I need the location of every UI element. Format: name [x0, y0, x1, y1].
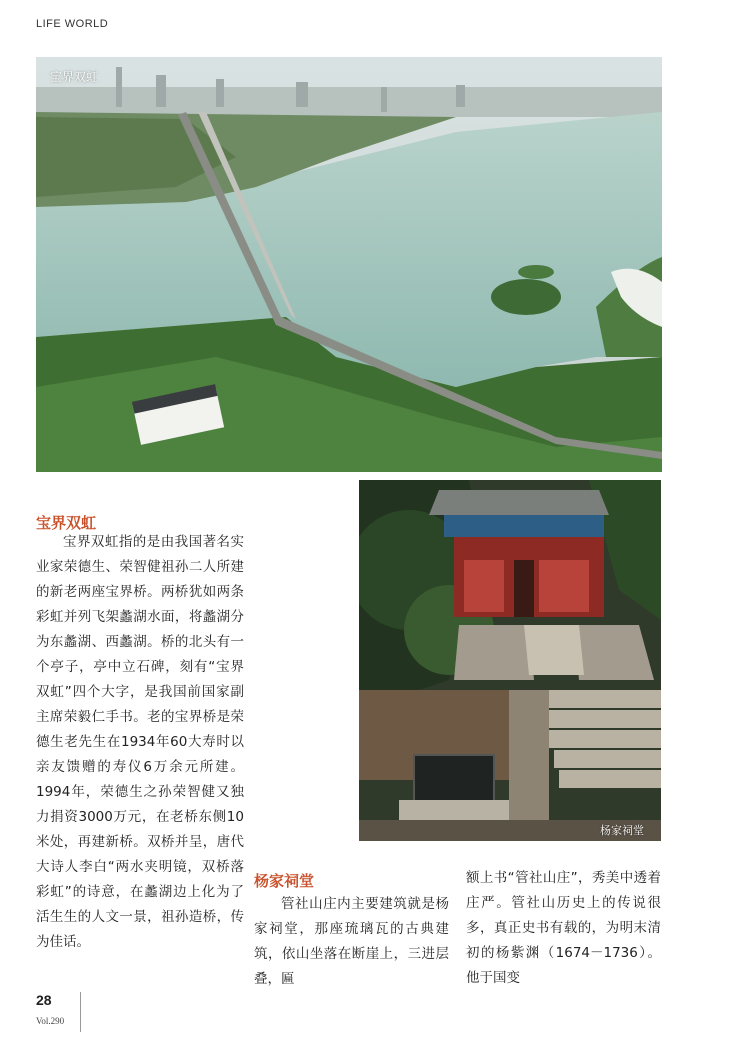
magazine-header: LIFE WORLD — [36, 18, 109, 30]
paragraph-text: 宝界双虹指的是由我国著名实业家荣德生、荣智健祖孙二人所建的新老两座宝界桥。两桥犹如两条彩虹并列飞架蠡湖水面，将蠡湖分为东蠡湖、西蠡湖。桥的北头有一个亭子，亭中立石碑，刻有“宝界双虹”四个大字，是我国前国家副主席荣毅仁手书。老的宝界桥是荣德生老先生在1934年60大寿时以亲友馈赠的寿仪6万余元所建。1994年，荣德生之孙荣智健又独力捐资3000万元，在老桥东侧10米处，再建新桥。双桥并呈，唐代大诗人李白“两水夹明镜，双桥落彩虹”的诗意，在蠡湖边上化为了活生生的人文一景，祖孙造桥，传为佳话。 — [36, 534, 244, 950]
article-paragraph — [466, 866, 661, 991]
footer-divider — [80, 992, 81, 1032]
photo-caption: 宝界双虹 — [50, 70, 99, 84]
article-paragraph — [254, 892, 449, 992]
section-title: 宝界双虹 — [36, 514, 97, 532]
paragraph-text: 额上书“管社山庄”，秀美中透着庄严。管社山历史上的传说很多，真正史书有载的，为明末清初的杨紫渊（1674－1736）。他于国变 — [466, 870, 661, 986]
volume-label: Vol.290 — [36, 1016, 65, 1026]
article-paragraph — [36, 530, 244, 955]
aerial-lake-bridge-photo — [36, 57, 662, 472]
section-title: 杨家祠堂 — [254, 872, 315, 890]
page-number: 28 — [36, 992, 52, 1008]
paragraph-text: 管社山庄内主要建筑就是杨家祠堂，那座琉璃瓦的古典建筑，依山坐落在断崖上，三进层叠，匾 — [254, 896, 449, 987]
photo-caption: 杨家祠堂 — [600, 824, 644, 837]
temple-courtyard-photo — [359, 480, 661, 841]
